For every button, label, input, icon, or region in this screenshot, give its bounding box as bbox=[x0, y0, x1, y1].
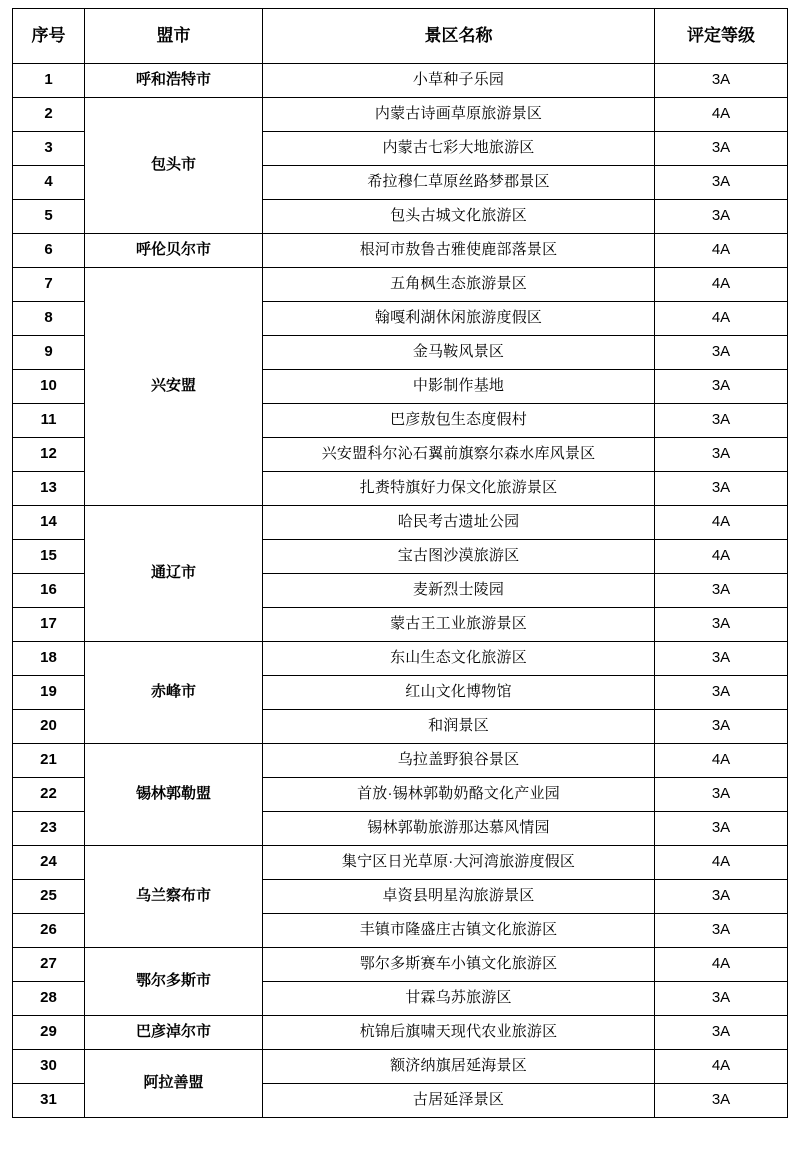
cell-city: 鄂尔多斯市 bbox=[85, 948, 263, 1016]
cell-sequence: 3 bbox=[13, 132, 85, 166]
cell-scenic-name: 卓资县明星沟旅游景区 bbox=[263, 880, 655, 914]
cell-level: 4A bbox=[655, 234, 788, 268]
cell-scenic-name: 哈民考古遗址公园 bbox=[263, 506, 655, 540]
cell-sequence: 8 bbox=[13, 302, 85, 336]
cell-level: 3A bbox=[655, 370, 788, 404]
cell-scenic-name: 古居延泽景区 bbox=[263, 1084, 655, 1118]
cell-level: 3A bbox=[655, 914, 788, 948]
cell-level: 4A bbox=[655, 302, 788, 336]
cell-sequence: 7 bbox=[13, 268, 85, 302]
cell-level: 3A bbox=[655, 676, 788, 710]
cell-sequence: 2 bbox=[13, 98, 85, 132]
table-body bbox=[13, 64, 788, 1118]
cell-scenic-name: 包头古城文化旅游区 bbox=[263, 200, 655, 234]
table-row bbox=[13, 268, 788, 302]
cell-scenic-name: 希拉穆仁草原丝路梦郡景区 bbox=[263, 166, 655, 200]
table-header-row bbox=[13, 9, 788, 64]
cell-sequence: 10 bbox=[13, 370, 85, 404]
cell-level: 3A bbox=[655, 166, 788, 200]
table-row bbox=[13, 1016, 788, 1050]
cell-scenic-name: 蒙古王工业旅游景区 bbox=[263, 608, 655, 642]
cell-level: 3A bbox=[655, 608, 788, 642]
cell-level: 3A bbox=[655, 438, 788, 472]
cell-city: 呼和浩特市 bbox=[85, 64, 263, 98]
cell-sequence: 6 bbox=[13, 234, 85, 268]
cell-scenic-name: 和润景区 bbox=[263, 710, 655, 744]
cell-sequence: 27 bbox=[13, 948, 85, 982]
table-header bbox=[13, 9, 788, 64]
cell-scenic-name: 内蒙古诗画草原旅游景区 bbox=[263, 98, 655, 132]
cell-sequence: 1 bbox=[13, 64, 85, 98]
cell-scenic-name: 小草种子乐园 bbox=[263, 64, 655, 98]
cell-level: 3A bbox=[655, 710, 788, 744]
cell-scenic-name: 五角枫生态旅游景区 bbox=[263, 268, 655, 302]
cell-level: 3A bbox=[655, 336, 788, 370]
cell-city: 乌兰察布市 bbox=[85, 846, 263, 948]
cell-sequence: 13 bbox=[13, 472, 85, 506]
cell-sequence: 25 bbox=[13, 880, 85, 914]
cell-sequence: 29 bbox=[13, 1016, 85, 1050]
cell-level: 4A bbox=[655, 1050, 788, 1084]
cell-level: 3A bbox=[655, 982, 788, 1016]
cell-level: 3A bbox=[655, 200, 788, 234]
cell-scenic-name: 集宁区日光草原·大河湾旅游度假区 bbox=[263, 846, 655, 880]
table-row bbox=[13, 506, 788, 540]
cell-level: 3A bbox=[655, 574, 788, 608]
cell-scenic-name: 额济纳旗居延海景区 bbox=[263, 1050, 655, 1084]
cell-sequence: 15 bbox=[13, 540, 85, 574]
scenic-area-table bbox=[12, 8, 788, 1118]
cell-city: 呼伦贝尔市 bbox=[85, 234, 263, 268]
cell-city: 锡林郭勒盟 bbox=[85, 744, 263, 846]
column-header-level: 评定等级 bbox=[655, 9, 788, 64]
cell-scenic-name: 巴彦敖包生态度假村 bbox=[263, 404, 655, 438]
cell-city: 兴安盟 bbox=[85, 268, 263, 506]
column-header-scenic-name: 景区名称 bbox=[263, 9, 655, 64]
cell-scenic-name: 杭锦后旗啸天现代农业旅游区 bbox=[263, 1016, 655, 1050]
cell-sequence: 20 bbox=[13, 710, 85, 744]
cell-sequence: 24 bbox=[13, 846, 85, 880]
cell-scenic-name: 中影制作基地 bbox=[263, 370, 655, 404]
table-row bbox=[13, 744, 788, 778]
cell-scenic-name: 首放·锡林郭勒奶酪文化产业园 bbox=[263, 778, 655, 812]
cell-sequence: 19 bbox=[13, 676, 85, 710]
cell-level: 4A bbox=[655, 268, 788, 302]
cell-sequence: 22 bbox=[13, 778, 85, 812]
cell-sequence: 4 bbox=[13, 166, 85, 200]
cell-sequence: 17 bbox=[13, 608, 85, 642]
cell-level: 4A bbox=[655, 506, 788, 540]
cell-level: 3A bbox=[655, 880, 788, 914]
cell-scenic-name: 锡林郭勒旅游那达慕风情园 bbox=[263, 812, 655, 846]
cell-sequence: 5 bbox=[13, 200, 85, 234]
table-row bbox=[13, 642, 788, 676]
cell-scenic-name: 鄂尔多斯赛车小镇文化旅游区 bbox=[263, 948, 655, 982]
cell-scenic-name: 翰嘎利湖休闲旅游度假区 bbox=[263, 302, 655, 336]
cell-sequence: 26 bbox=[13, 914, 85, 948]
cell-level: 3A bbox=[655, 64, 788, 98]
cell-scenic-name: 东山生态文化旅游区 bbox=[263, 642, 655, 676]
cell-scenic-name: 宝古图沙漠旅游区 bbox=[263, 540, 655, 574]
cell-scenic-name: 乌拉盖野狼谷景区 bbox=[263, 744, 655, 778]
cell-sequence: 12 bbox=[13, 438, 85, 472]
cell-sequence: 11 bbox=[13, 404, 85, 438]
cell-city: 包头市 bbox=[85, 98, 263, 234]
cell-scenic-name: 根河市敖鲁古雅使鹿部落景区 bbox=[263, 234, 655, 268]
table-row bbox=[13, 1050, 788, 1084]
cell-city: 通辽市 bbox=[85, 506, 263, 642]
cell-level: 4A bbox=[655, 948, 788, 982]
cell-level: 4A bbox=[655, 98, 788, 132]
cell-sequence: 16 bbox=[13, 574, 85, 608]
cell-level: 3A bbox=[655, 642, 788, 676]
cell-scenic-name: 金马鞍风景区 bbox=[263, 336, 655, 370]
table-row bbox=[13, 948, 788, 982]
cell-level: 3A bbox=[655, 778, 788, 812]
cell-city: 阿拉善盟 bbox=[85, 1050, 263, 1118]
cell-level: 4A bbox=[655, 540, 788, 574]
cell-scenic-name: 甘霖乌苏旅游区 bbox=[263, 982, 655, 1016]
cell-sequence: 30 bbox=[13, 1050, 85, 1084]
cell-sequence: 28 bbox=[13, 982, 85, 1016]
table-row bbox=[13, 846, 788, 880]
cell-level: 3A bbox=[655, 132, 788, 166]
column-header-sequence: 序号 bbox=[13, 9, 85, 64]
cell-level: 3A bbox=[655, 472, 788, 506]
cell-sequence: 9 bbox=[13, 336, 85, 370]
cell-level: 3A bbox=[655, 404, 788, 438]
cell-sequence: 18 bbox=[13, 642, 85, 676]
cell-scenic-name: 丰镇市隆盛庄古镇文化旅游区 bbox=[263, 914, 655, 948]
column-header-city: 盟市 bbox=[85, 9, 263, 64]
cell-sequence: 23 bbox=[13, 812, 85, 846]
cell-sequence: 14 bbox=[13, 506, 85, 540]
table-row bbox=[13, 98, 788, 132]
cell-scenic-name: 麦新烈士陵园 bbox=[263, 574, 655, 608]
cell-scenic-name: 内蒙古七彩大地旅游区 bbox=[263, 132, 655, 166]
cell-level: 3A bbox=[655, 1084, 788, 1118]
cell-level: 4A bbox=[655, 744, 788, 778]
cell-sequence: 31 bbox=[13, 1084, 85, 1118]
cell-level: 4A bbox=[655, 846, 788, 880]
cell-city: 赤峰市 bbox=[85, 642, 263, 744]
cell-level: 3A bbox=[655, 812, 788, 846]
cell-sequence: 21 bbox=[13, 744, 85, 778]
table-row bbox=[13, 64, 788, 98]
cell-city: 巴彦淖尔市 bbox=[85, 1016, 263, 1050]
cell-level: 3A bbox=[655, 1016, 788, 1050]
cell-scenic-name: 扎赉特旗好力保文化旅游景区 bbox=[263, 472, 655, 506]
table-row bbox=[13, 234, 788, 268]
cell-scenic-name: 兴安盟科尔沁石翼前旗察尔森水库风景区 bbox=[263, 438, 655, 472]
cell-scenic-name: 红山文化博物馆 bbox=[263, 676, 655, 710]
